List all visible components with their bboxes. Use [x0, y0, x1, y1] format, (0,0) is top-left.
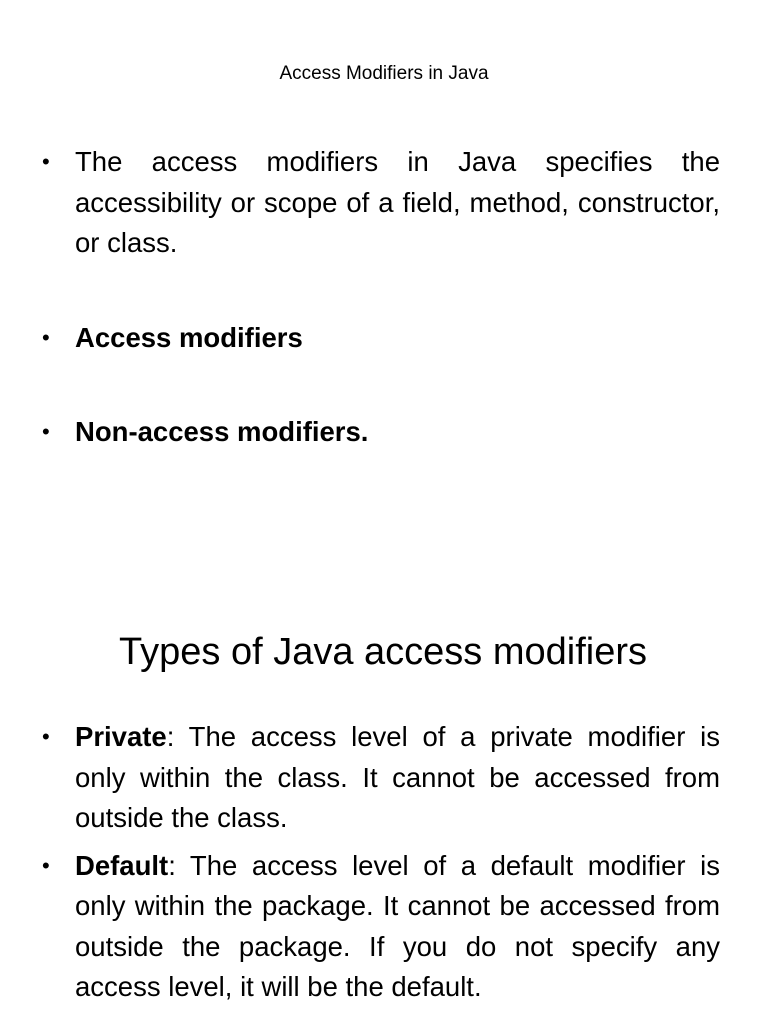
- bullet-bold-text: Access modifiers: [75, 321, 303, 353]
- bullet-icon: •: [42, 852, 50, 878]
- bullet-icon: •: [42, 324, 50, 350]
- modifier-description: : The access level of a private modifier is only within the class. It cannot be accessed from outside the class.: [75, 721, 720, 833]
- bullet-item-access-modifiers: [42, 318, 720, 359]
- bullet-item-private: [42, 717, 720, 839]
- bullet-text: The access modifiers in Java specifies the accessibility or scope of a field, method, constructor, or class.: [75, 146, 720, 258]
- bullet-item-definition: [42, 142, 720, 264]
- modifier-types-list: [42, 717, 720, 1008]
- bullet-icon: •: [42, 724, 50, 749]
- bullet-icon: •: [42, 419, 50, 444]
- intro-bullet-list: [42, 142, 720, 453]
- bullet-item-default: [42, 846, 720, 1008]
- bullet-item-non-access-modifiers: [42, 412, 720, 453]
- modifier-description: : The access level of a default modifier is only within the package. It cannot be accessed from outside the package. If you do not specify any access level, it will be the default.: [75, 849, 720, 1002]
- section-heading: Types of Java access modifiers: [119, 631, 647, 673]
- modifier-name: Default: [75, 849, 169, 881]
- bullet-icon: •: [42, 149, 50, 174]
- bullet-bold-text: Non-access modifiers.: [75, 416, 369, 447]
- slide-title: Access Modifiers in Java: [279, 63, 489, 84]
- modifier-name: Private: [75, 721, 167, 752]
